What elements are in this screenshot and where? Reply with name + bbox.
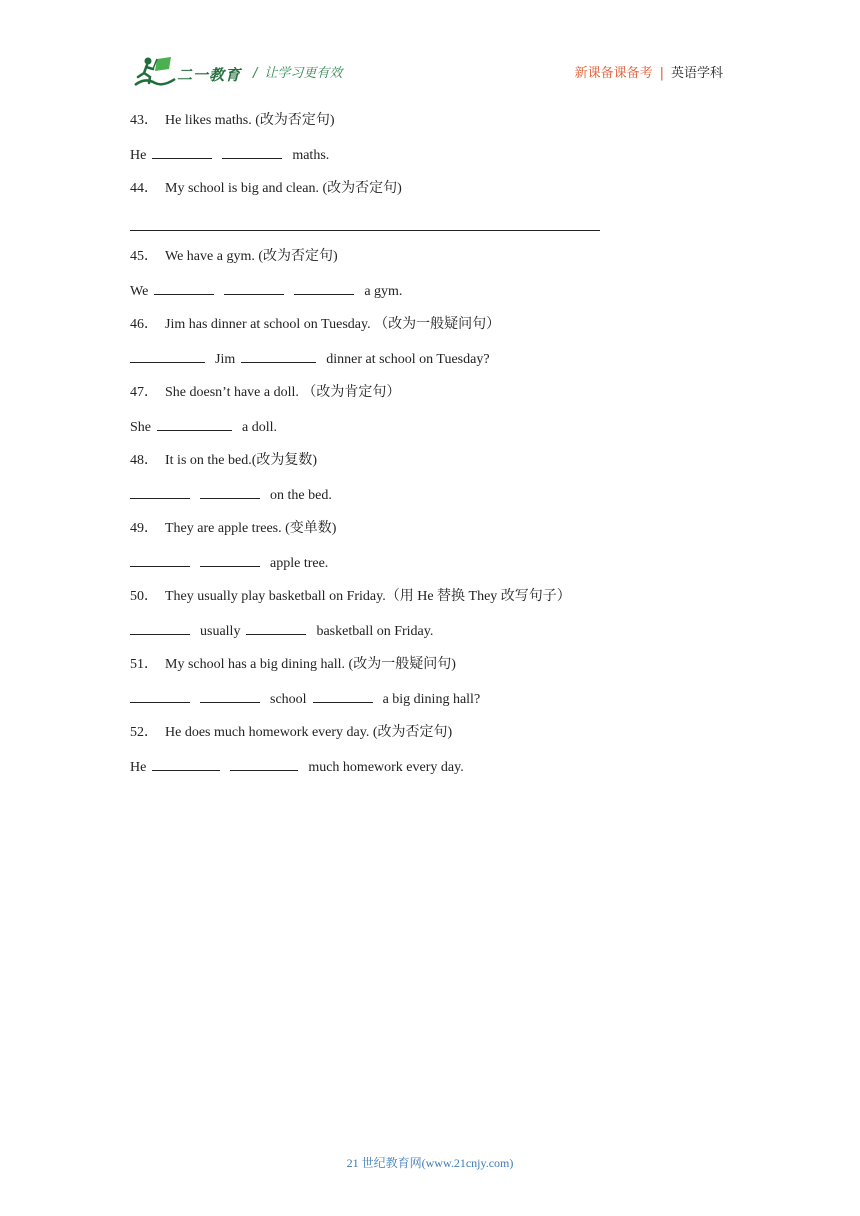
header-subject: 英语学科 [670, 66, 723, 81]
answer-47 [130, 414, 730, 448]
answer-text: basketball on Friday. [316, 624, 434, 639]
question-prompt: He likes maths. (改为否定句) [165, 113, 335, 128]
answer-blank[interactable] [152, 754, 220, 771]
logo [133, 55, 243, 91]
answer-full-line[interactable] [130, 230, 600, 231]
question-51 [130, 652, 730, 686]
answer-text: a gym. [364, 284, 403, 299]
question-number: 49． [130, 521, 158, 536]
answer-blank[interactable] [130, 686, 190, 703]
question-prompt: My school has a big dining hall. (改为一般疑问句) [165, 657, 456, 672]
question-47 [130, 380, 730, 414]
question-43 [130, 108, 730, 142]
answer-text: a big dining hall? [382, 692, 481, 707]
answer-43 [130, 142, 730, 176]
question-number: 50． [130, 589, 158, 604]
answer-blank[interactable] [222, 142, 282, 159]
question-44 [130, 176, 730, 210]
answer-44 [130, 210, 730, 244]
question-49 [130, 516, 730, 550]
answer-text: He [130, 148, 147, 163]
answer-blank[interactable] [294, 278, 354, 295]
question-prompt: They are apple trees. (变单数) [165, 521, 337, 536]
question-46 [130, 312, 730, 346]
answer-blank[interactable] [130, 346, 205, 363]
header-right [575, 62, 723, 81]
answer-text: much homework every day. [308, 760, 464, 775]
question-number: 51． [130, 657, 158, 672]
slogan-text: 让学习更有效 [264, 66, 343, 81]
logo-text: 二一教育 [177, 66, 242, 84]
question-number: 47． [130, 385, 158, 400]
answer-text: a doll. [242, 420, 277, 435]
header-course-label: 新课备课备考 [574, 66, 653, 81]
question-48 [130, 448, 730, 482]
header-divider: | [659, 66, 664, 81]
answer-blank[interactable] [246, 618, 306, 635]
question-prompt: Jim has dinner at school on Tuesday. （改为一般疑问句） [165, 317, 501, 332]
answer-48 [130, 482, 730, 516]
answer-46 [130, 346, 730, 380]
page-footer: 21 世纪教育网(www.21cnjy.com) [346, 1156, 514, 1170]
answer-text: on the bed. [270, 488, 332, 503]
question-prompt: He does much homework every day. (改为否定句) [165, 725, 453, 740]
slogan-slash: / [253, 66, 258, 81]
answer-blank[interactable] [241, 346, 316, 363]
slogan [253, 62, 342, 81]
answer-blank[interactable] [224, 278, 284, 295]
answer-blank[interactable] [313, 686, 373, 703]
answer-text: school [270, 692, 307, 707]
answer-text: Jim [215, 352, 236, 367]
answer-blank[interactable] [130, 618, 190, 635]
question-prompt: We have a gym. (改为否定句) [165, 249, 338, 264]
question-prompt: They usually play basketball on Friday.（用 He 替换 They 改写句子） [165, 589, 571, 604]
question-number: 45． [130, 249, 158, 264]
exercise-list [130, 108, 730, 788]
question-prompt: She doesn’t have a doll. （改为肯定句） [165, 385, 401, 400]
answer-49 [130, 550, 730, 584]
question-45 [130, 244, 730, 278]
answer-blank[interactable] [230, 754, 298, 771]
answer-blank[interactable] [157, 414, 232, 431]
answer-text: He [130, 760, 147, 775]
answer-blank[interactable] [200, 482, 260, 499]
answer-45 [130, 278, 730, 312]
answer-text: dinner at school on Tuesday? [326, 352, 490, 367]
answer-blank[interactable] [152, 142, 212, 159]
answer-text: maths. [292, 148, 330, 163]
answer-51 [130, 686, 730, 720]
answer-blank[interactable] [130, 550, 190, 567]
question-50 [130, 584, 730, 618]
answer-blank[interactable] [154, 278, 214, 295]
question-number: 43． [130, 113, 158, 128]
answer-text: She [130, 420, 151, 435]
answer-52 [130, 754, 730, 788]
question-prompt: It is on the bed.(改为复数) [165, 453, 318, 468]
page-header [0, 0, 860, 100]
answer-blank[interactable] [200, 686, 260, 703]
answer-blank[interactable] [200, 550, 260, 567]
question-number: 52． [130, 725, 158, 740]
runner-logo-icon [133, 55, 177, 89]
question-number: 48． [130, 453, 158, 468]
answer-blank[interactable] [130, 482, 190, 499]
answer-50 [130, 618, 730, 652]
question-52 [130, 720, 730, 754]
answer-text: usually [200, 624, 241, 639]
answer-text: apple tree. [270, 556, 329, 571]
answer-text: We [130, 284, 149, 299]
question-number: 46． [130, 317, 158, 332]
question-number: 44． [130, 181, 158, 196]
question-prompt: My school is big and clean. (改为否定句) [165, 181, 402, 196]
